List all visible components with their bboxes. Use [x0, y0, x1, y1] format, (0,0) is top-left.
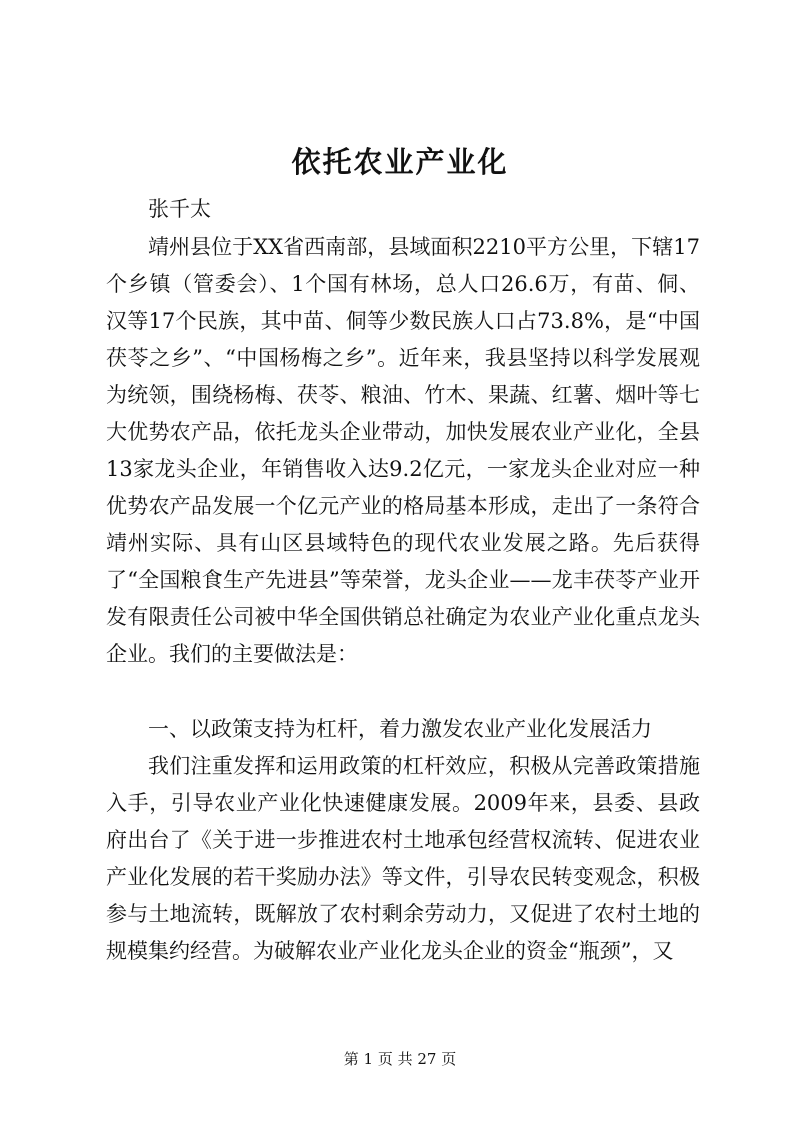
paragraph-section-1: 我们注重发挥和运用政策的杠杆效应，积极从完善政策措施入手，引导农业产业化快速健康发展。2009年来，县委、县政府出台了《关于进一步推进农村土地承包经营权流转、促进农业产业化发展的若干奖励办法》等文件，引导农民转变观念，积极参与土地流转，既解放了农村剩余劳动力，又促进了农村土地的规模集约经营。为破解农业产业化龙头企业的资金“瓶颈”，又: [106, 754, 700, 963]
paragraph-intro: 靖州县位于XX省西南部，县域面积2210平方公里，下辖17个乡镇（管委会）、1个国有林场，总人口26.6万，有苗、侗、汉等17个民族，其中苗、侗等少数民族人口占73.8%，是“中国茯苓之乡”、“中国杨梅之乡”。近年来，我县坚持以科学发展观为统领，围绕杨梅、茯苓、粮油、竹木、果蔬、红薯、烟叶等七大优势农产品，依托龙头企业带动，加快发展农业产业化，全县13家龙头企业，年销售收入达9.2亿元，一家龙头企业对应一种优势农产品发展一个亿元产业的格局基本形成，走出了一条符合靖州实际、具有山区县域特色的现代农业发展之路。先后获得了“全国粮食生产先进县”等荣誉，龙头企业——龙丰茯苓产业开发有限责任公司被中华全国供销总社确定为农业产业化重点龙头企业。我们的主要做法是：: [106, 235, 700, 666]
author-name: 张千太: [148, 197, 211, 221]
section-heading-1: 一、以政策支持为杠杆，着力激发农业产业化发展活力: [148, 717, 652, 741]
document-title: 依托农业产业化: [291, 145, 509, 179]
page-footer: 第 1 页 共 27 页: [343, 1050, 457, 1068]
